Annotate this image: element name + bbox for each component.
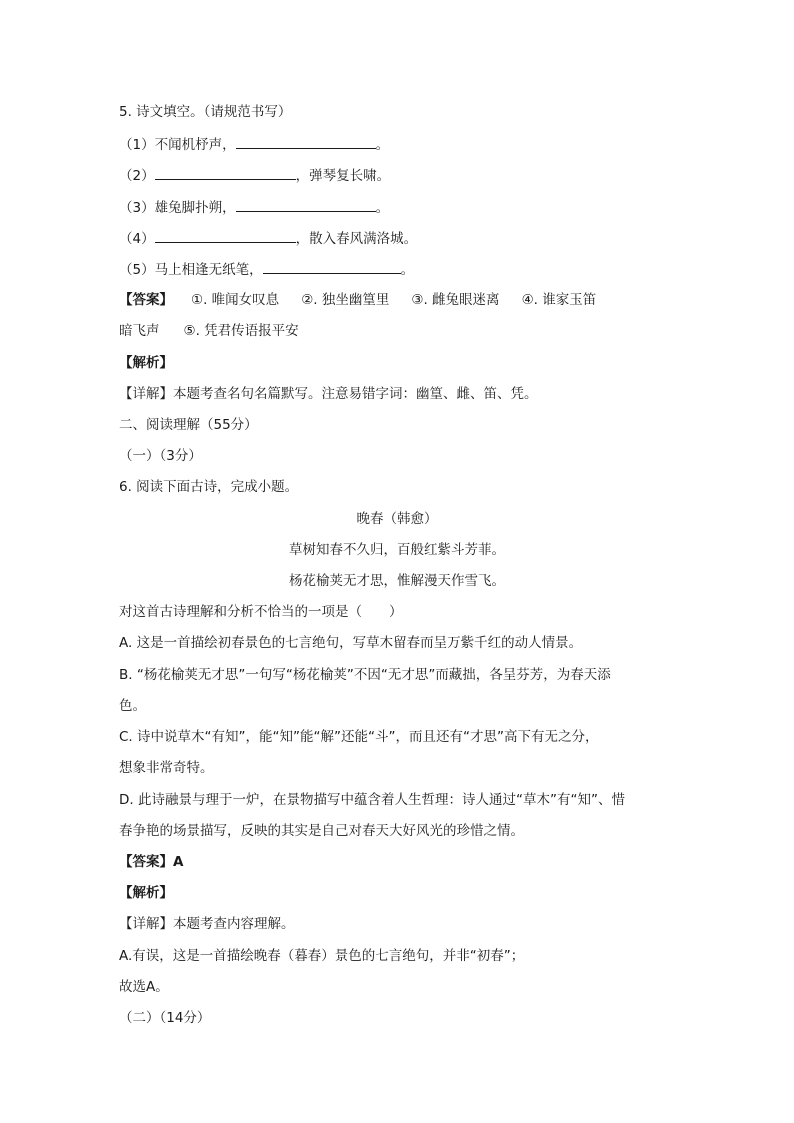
answer-3: ③. 雌兔眼迷离 bbox=[411, 292, 500, 308]
q5-item-4 bbox=[119, 228, 417, 249]
answer-blank[interactable] bbox=[155, 165, 296, 180]
q5-detail: 【详解】本题考查名句名篇默写。注意易错字词：幽篁、雌、笛、凭。 bbox=[119, 386, 538, 402]
section-title: 二、阅读理解（55分） bbox=[119, 417, 258, 433]
answer-blank[interactable] bbox=[155, 228, 296, 243]
q5-answer-line-2 bbox=[119, 321, 299, 341]
q5-item-4-suffix: ，散入春风满洛城。 bbox=[295, 231, 418, 247]
q5-title: 5. 诗文填空。（请规范书写） bbox=[119, 104, 292, 120]
answer-4-cont: 暗飞声 bbox=[119, 323, 160, 339]
q5-item-1 bbox=[119, 134, 389, 155]
q5-item-2-prefix: （2） bbox=[119, 168, 155, 184]
poem-title: 晚春（韩愈） bbox=[356, 511, 438, 527]
poem-line-1: 草树知春不久归，百般红紫斗芳菲。 bbox=[289, 542, 505, 558]
answer-blank[interactable] bbox=[236, 197, 376, 212]
q5-item-3-prefix: （3）雄兔脚扑朔， bbox=[119, 200, 236, 216]
q5-item-5-suffix: 。 bbox=[400, 262, 415, 278]
option-d: D. 此诗融景与理于一炉，在景物描写中蕴含着人生哲理：诗人通过“草木”有“知”、惜 bbox=[119, 792, 625, 808]
answer-4: ④. 谁家玉笛 bbox=[521, 292, 597, 308]
answer-blank[interactable] bbox=[263, 259, 401, 274]
answer-2: ②. 独坐幽篁里 bbox=[301, 292, 390, 308]
q5-item-5 bbox=[119, 259, 414, 280]
section-part-1: （一）（3分） bbox=[119, 448, 202, 464]
q6-answer: 【答案】A bbox=[119, 854, 184, 870]
option-c-cont: 想象非常奇特。 bbox=[119, 760, 214, 776]
q5-item-1-suffix: 。 bbox=[375, 137, 390, 153]
analysis-label: 【解析】 bbox=[119, 355, 173, 371]
q5-item-1-prefix: （1）不闻机杼声， bbox=[119, 137, 236, 153]
answer-label: 【答案】 bbox=[119, 292, 173, 308]
answer-1: ①. 唯闻女叹息 bbox=[191, 292, 280, 308]
q6-analysis-label: 【解析】 bbox=[119, 885, 173, 901]
q6-title: 6. 阅读下面古诗，完成小题。 bbox=[119, 479, 299, 495]
q5-item-4-prefix: （4） bbox=[119, 231, 155, 247]
q6-conclusion: 故选A。 bbox=[119, 979, 169, 995]
q5-item-3-suffix: 。 bbox=[375, 200, 390, 216]
q5-item-2-suffix: ，弹琴复长啸。 bbox=[295, 168, 391, 184]
q5-item-5-prefix: （5）马上相逢无纸笔， bbox=[119, 262, 263, 278]
q6-question: 对这首古诗理解和分析不恰当的一项是（ ） bbox=[119, 604, 403, 620]
q5-answer-line bbox=[119, 290, 596, 310]
option-b: B. “杨花榆荚无才思”一句写“杨花榆荚”不因“无才思”而藏拙，各呈芬芳，为春天添 bbox=[119, 667, 611, 683]
option-d-cont: 春争艳的场景描写，反映的其实是自己对春天大好风光的珍惜之情。 bbox=[119, 823, 524, 839]
option-c: C. 诗中说草木“有知”，能“知”能“解”还能“斗”，而且还有“才思”高下有无之分， bbox=[119, 729, 599, 745]
option-b-cont: 色。 bbox=[119, 698, 146, 714]
answer-blank[interactable] bbox=[236, 134, 376, 149]
q6-detail: 【详解】本题考查内容理解。 bbox=[119, 916, 295, 932]
q5-item-2 bbox=[119, 165, 390, 186]
section-part-2: （二）（14分） bbox=[119, 1010, 211, 1026]
q5-item-3 bbox=[119, 197, 389, 218]
poem-line-2: 杨花榆荚无才思，惟解漫天作雪飞。 bbox=[289, 573, 505, 589]
answer-5: ⑤. 凭君传语报平安 bbox=[183, 323, 299, 339]
q6-explain: A.有误，这是一首描绘晚春（暮春）景色的七言绝句，并非“初春”； bbox=[119, 948, 525, 964]
option-a: A. 这是一首描绘初春景色的七言绝句，写草木留春而呈万紫千红的动人情景。 bbox=[119, 635, 583, 651]
